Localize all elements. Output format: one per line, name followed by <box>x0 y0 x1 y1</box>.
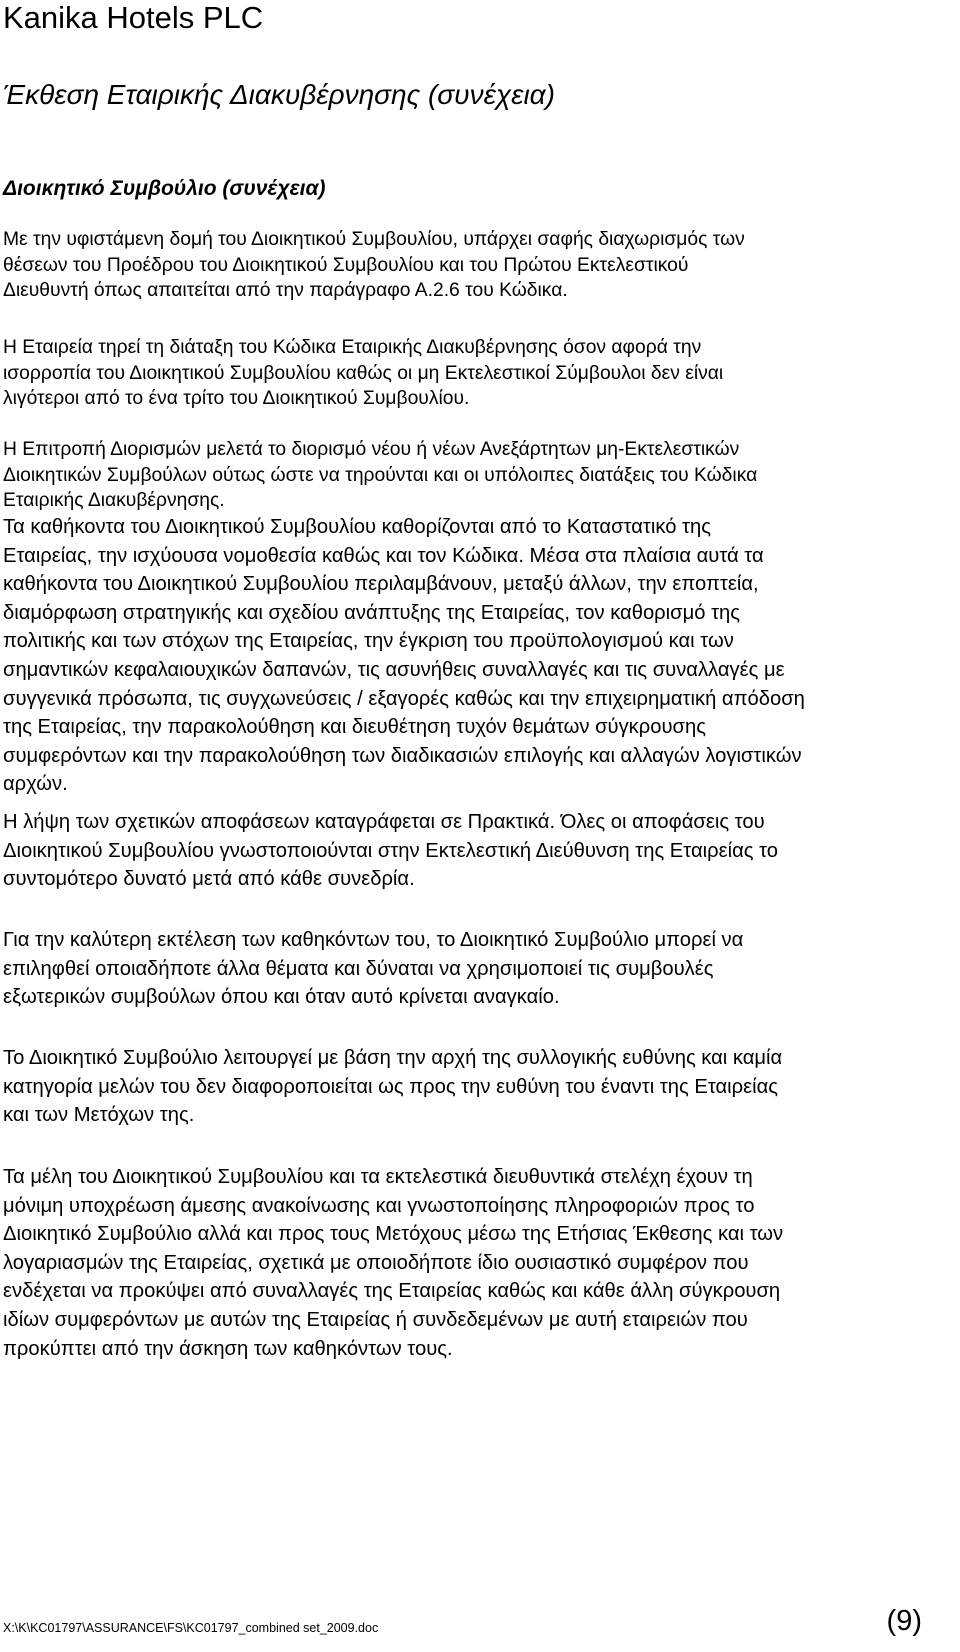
paragraph-minutes: Η λήψη των σχετικών αποφάσεων καταγράφεται σε Πρακτικά. Όλες οι αποφάσεις του Διοικητικού Συμβουλίου γνωστοποιούνται στην Εκτελεστική Διεύθυνση της Εταιρείας το συντομότερο δυνατό μετά από κάθε συνεδρία. <box>3 811 779 891</box>
section-heading: Διοικητικό Συμβούλιο (συνέχεια) <box>3 177 326 200</box>
paragraph-collective-responsibility: Το Διοικητικό Συμβούλιο λειτουργεί με βάση την αρχή της συλλογικής ευθύνης και καμία κατηγορία μελών του δεν διαφοροποιείται ως προς την ευθύνη του έναντι της Εταιρείας και των Μετόχων της. <box>3 1047 783 1127</box>
paragraph-board-balance: Η Εταιρεία τηρεί τη διάταξη του Κώδικα Εταιρικής Διακυβέρνησης όσον αφορά την ισορροπία του Διοικητικού Συμβουλίου καθώς οι μη Εκτελεστικοί Σύμβουλοι δεν είναι λιγότεροι από το ένα τρίτο του Διοικητικού Συμβουλίου. <box>3 337 724 409</box>
footer-page-number: (9) <box>886 1605 922 1637</box>
paragraph-board-structure: Με την υφιστάμενη δομή του Διοικητικού Συμβουλίου, υπάρχει σαφής διαχωρισμός των θέσεων του Προέδρου του Διοικητικού Συμβουλίου και του Πρώτου Εκτελεστικού Διευθυντή όπως απαιτείται από την παράγραφο Α.2.6 του Κώδικα. <box>3 229 745 301</box>
report-title: Έκθεση Εταιρικής Διακυβέρνησης (συνέχεια) <box>3 79 555 110</box>
paragraph-nominations-committee: Η Επιτροπή Διορισμών μελετά το διορισμό νέου ή νέων Ανεξάρτητων μη-Εκτελεστικών Διοικητικών Συμβούλων ούτως ώστε να τηρούνται και οι υπόλοιπες διατάξεις του Κώδικα Εταιρικής Διακυβέρνησης. <box>3 439 758 511</box>
paragraph-conflict-of-interest: Τα μέλη του Διοικητικού Συμβουλίου και τα εκτελεστικά διευθυντικά στελέχη έχουν τη μόνιμη υποχρέωση άμεσης ανακοίνωσης και γνωστοποίησης πληροφοριών προς το Διοικητικό Συμβούλιο αλλά και προς τους Μετόχους μέσω της Ετήσιας Έκθεσης και των λογαριασμών της Εταιρείας, σχετικά με οποιοδήποτε ίδιο ουσιαστικό συμφέρον που ενδέχεται να προκύψει από συναλλαγές της Εταιρείας καθώς και κάθε άλλη σύγκρουση ιδίων συμφερόντων με αυτών της Εταιρείας ή συνδεδεμένων με αυτή εταιρειών που προκύπτει από την άσκηση των καθηκόντων τους. <box>3 1166 784 1360</box>
footer-file-path: X:\K\KC01797\ASSURANCE\FS\KC01797_combined set_2009.doc <box>3 1621 379 1635</box>
company-name: Kanika Hotels PLC <box>3 0 264 35</box>
paragraph-board-duties: Τα καθήκοντα του Διοικητικού Συμβουλίου καθορίζονται από το Καταστατικό της Εταιρείας, την ισχύουσα νομοθεσία καθώς και τον Κώδικα. Μέσα στα πλαίσια αυτά τα καθήκοντα του Διοικητικού Συμβουλίου περιλαμβάνουν, μεταξύ άλλων, την εποπτεία, διαμόρφωση στρατηγικής και σχεδίου ανάπτυξης της Εταιρείας, τον καθορισμό της πολιτικής και των στόχων της Εταιρείας, την έγκριση του προϋπολογισμού και των σημαντικών κεφαλαιουχικών δαπανών, τις ασυνήθεις συναλλαγές και τις συναλλαγές με συγγενικά πρόσωπα, τις συγχωνεύσεις / εξαγορές καθώς και την επιχειρηματική απόδοση της Εταιρείας, την παρακολούθηση και διευθέτηση τυχόν θεμάτων σύγκρουσης συμφερόντων και την παρακολούθηση των διαδικασιών επιλογής και αλλαγών λογιστικών αρχών. <box>3 516 805 796</box>
paragraph-external-advisers: Για την καλύτερη εκτέλεση των καθηκόντων του, το Διοικητικό Συμβούλιο μπορεί να επιληφθεί οποιαδήποτε άλλα θέματα και δύναται να χρησιμοποιεί τις συμβουλές εξωτερικών συμβούλων όπου και όταν αυτό κρίνεται αναγκαίο. <box>3 929 744 1009</box>
